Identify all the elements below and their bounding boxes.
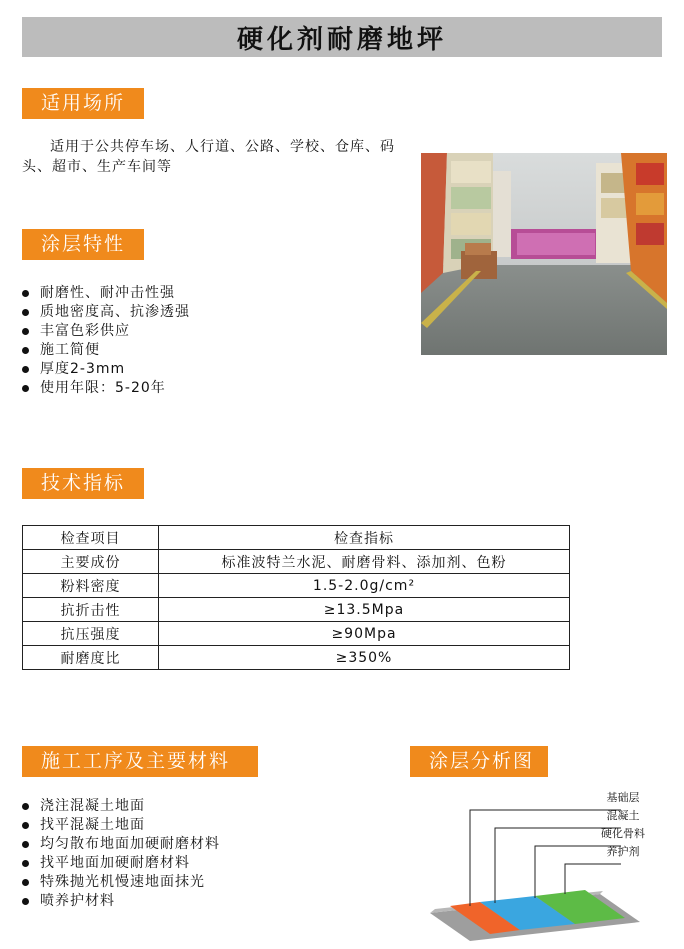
process-item: 喷养护材料	[22, 892, 220, 911]
table-header-cell: 检查指标	[159, 526, 570, 550]
table-header-row	[23, 526, 570, 550]
table-row	[23, 646, 570, 670]
process-item: 找平地面加硬耐磨材料	[22, 854, 220, 873]
table-cell: 标准波特兰水泥、耐磨骨料、添加剂、色粉	[159, 550, 570, 574]
table-row	[23, 622, 570, 646]
feature-item: 丰富色彩供应	[22, 322, 190, 341]
process-item: 均匀散布地面加硬耐磨材料	[22, 835, 220, 854]
table-cell: 耐磨度比	[23, 646, 159, 670]
process-list	[22, 797, 220, 911]
table-cell: ≥90Mpa	[159, 622, 570, 646]
table-row	[23, 574, 570, 598]
table-cell: 主要成份	[23, 550, 159, 574]
table-cell: 1.5-2.0g/cm²	[159, 574, 570, 598]
feature-item: 施工简便	[22, 341, 190, 360]
application-text: 适用于公共停车场、人行道、公路、学校、仓库、码头、超市、生产车间等	[22, 139, 395, 175]
feature-item: 质地密度高、抗渗透强	[22, 303, 190, 322]
table-cell: 抗折击性	[23, 598, 159, 622]
table-cell: 抗压强度	[23, 622, 159, 646]
section-label-specs: 技术指标	[22, 468, 144, 499]
layer-label: 养护剂	[606, 845, 640, 858]
page-title: 硬化剂耐磨地坪	[236, 24, 447, 55]
warehouse-photo	[421, 153, 667, 355]
layer-label: 基础层	[606, 791, 640, 804]
layer-label: 混凝土	[606, 809, 640, 822]
feature-item: 厚度2-3mm	[22, 360, 190, 379]
section-label-features: 涂层特性	[22, 229, 144, 260]
table-header-cell: 检查项目	[23, 526, 159, 550]
process-item: 浇注混凝土地面	[22, 797, 220, 816]
section-label-application: 适用场所	[22, 88, 144, 119]
features-list	[22, 284, 190, 398]
table-row	[23, 598, 570, 622]
process-item: 特殊抛光机慢速地面抹光	[22, 873, 220, 892]
table-cell: 粉料密度	[23, 574, 159, 598]
table-row	[23, 550, 570, 574]
table-cell: ≥350%	[159, 646, 570, 670]
section-label-process: 施工工序及主要材料	[22, 746, 258, 777]
feature-item: 使用年限：5-20年	[22, 379, 190, 398]
spec-table	[22, 525, 570, 670]
title-bar	[22, 17, 662, 57]
section-label-diagram: 涂层分析图	[410, 746, 548, 777]
process-item: 找平混凝土地面	[22, 816, 220, 835]
layer-label: 硬化骨料	[601, 827, 645, 840]
layer-diagram	[425, 788, 665, 943]
table-cell: ≥13.5Mpa	[159, 598, 570, 622]
feature-item: 耐磨性、耐冲击性强	[22, 284, 190, 303]
